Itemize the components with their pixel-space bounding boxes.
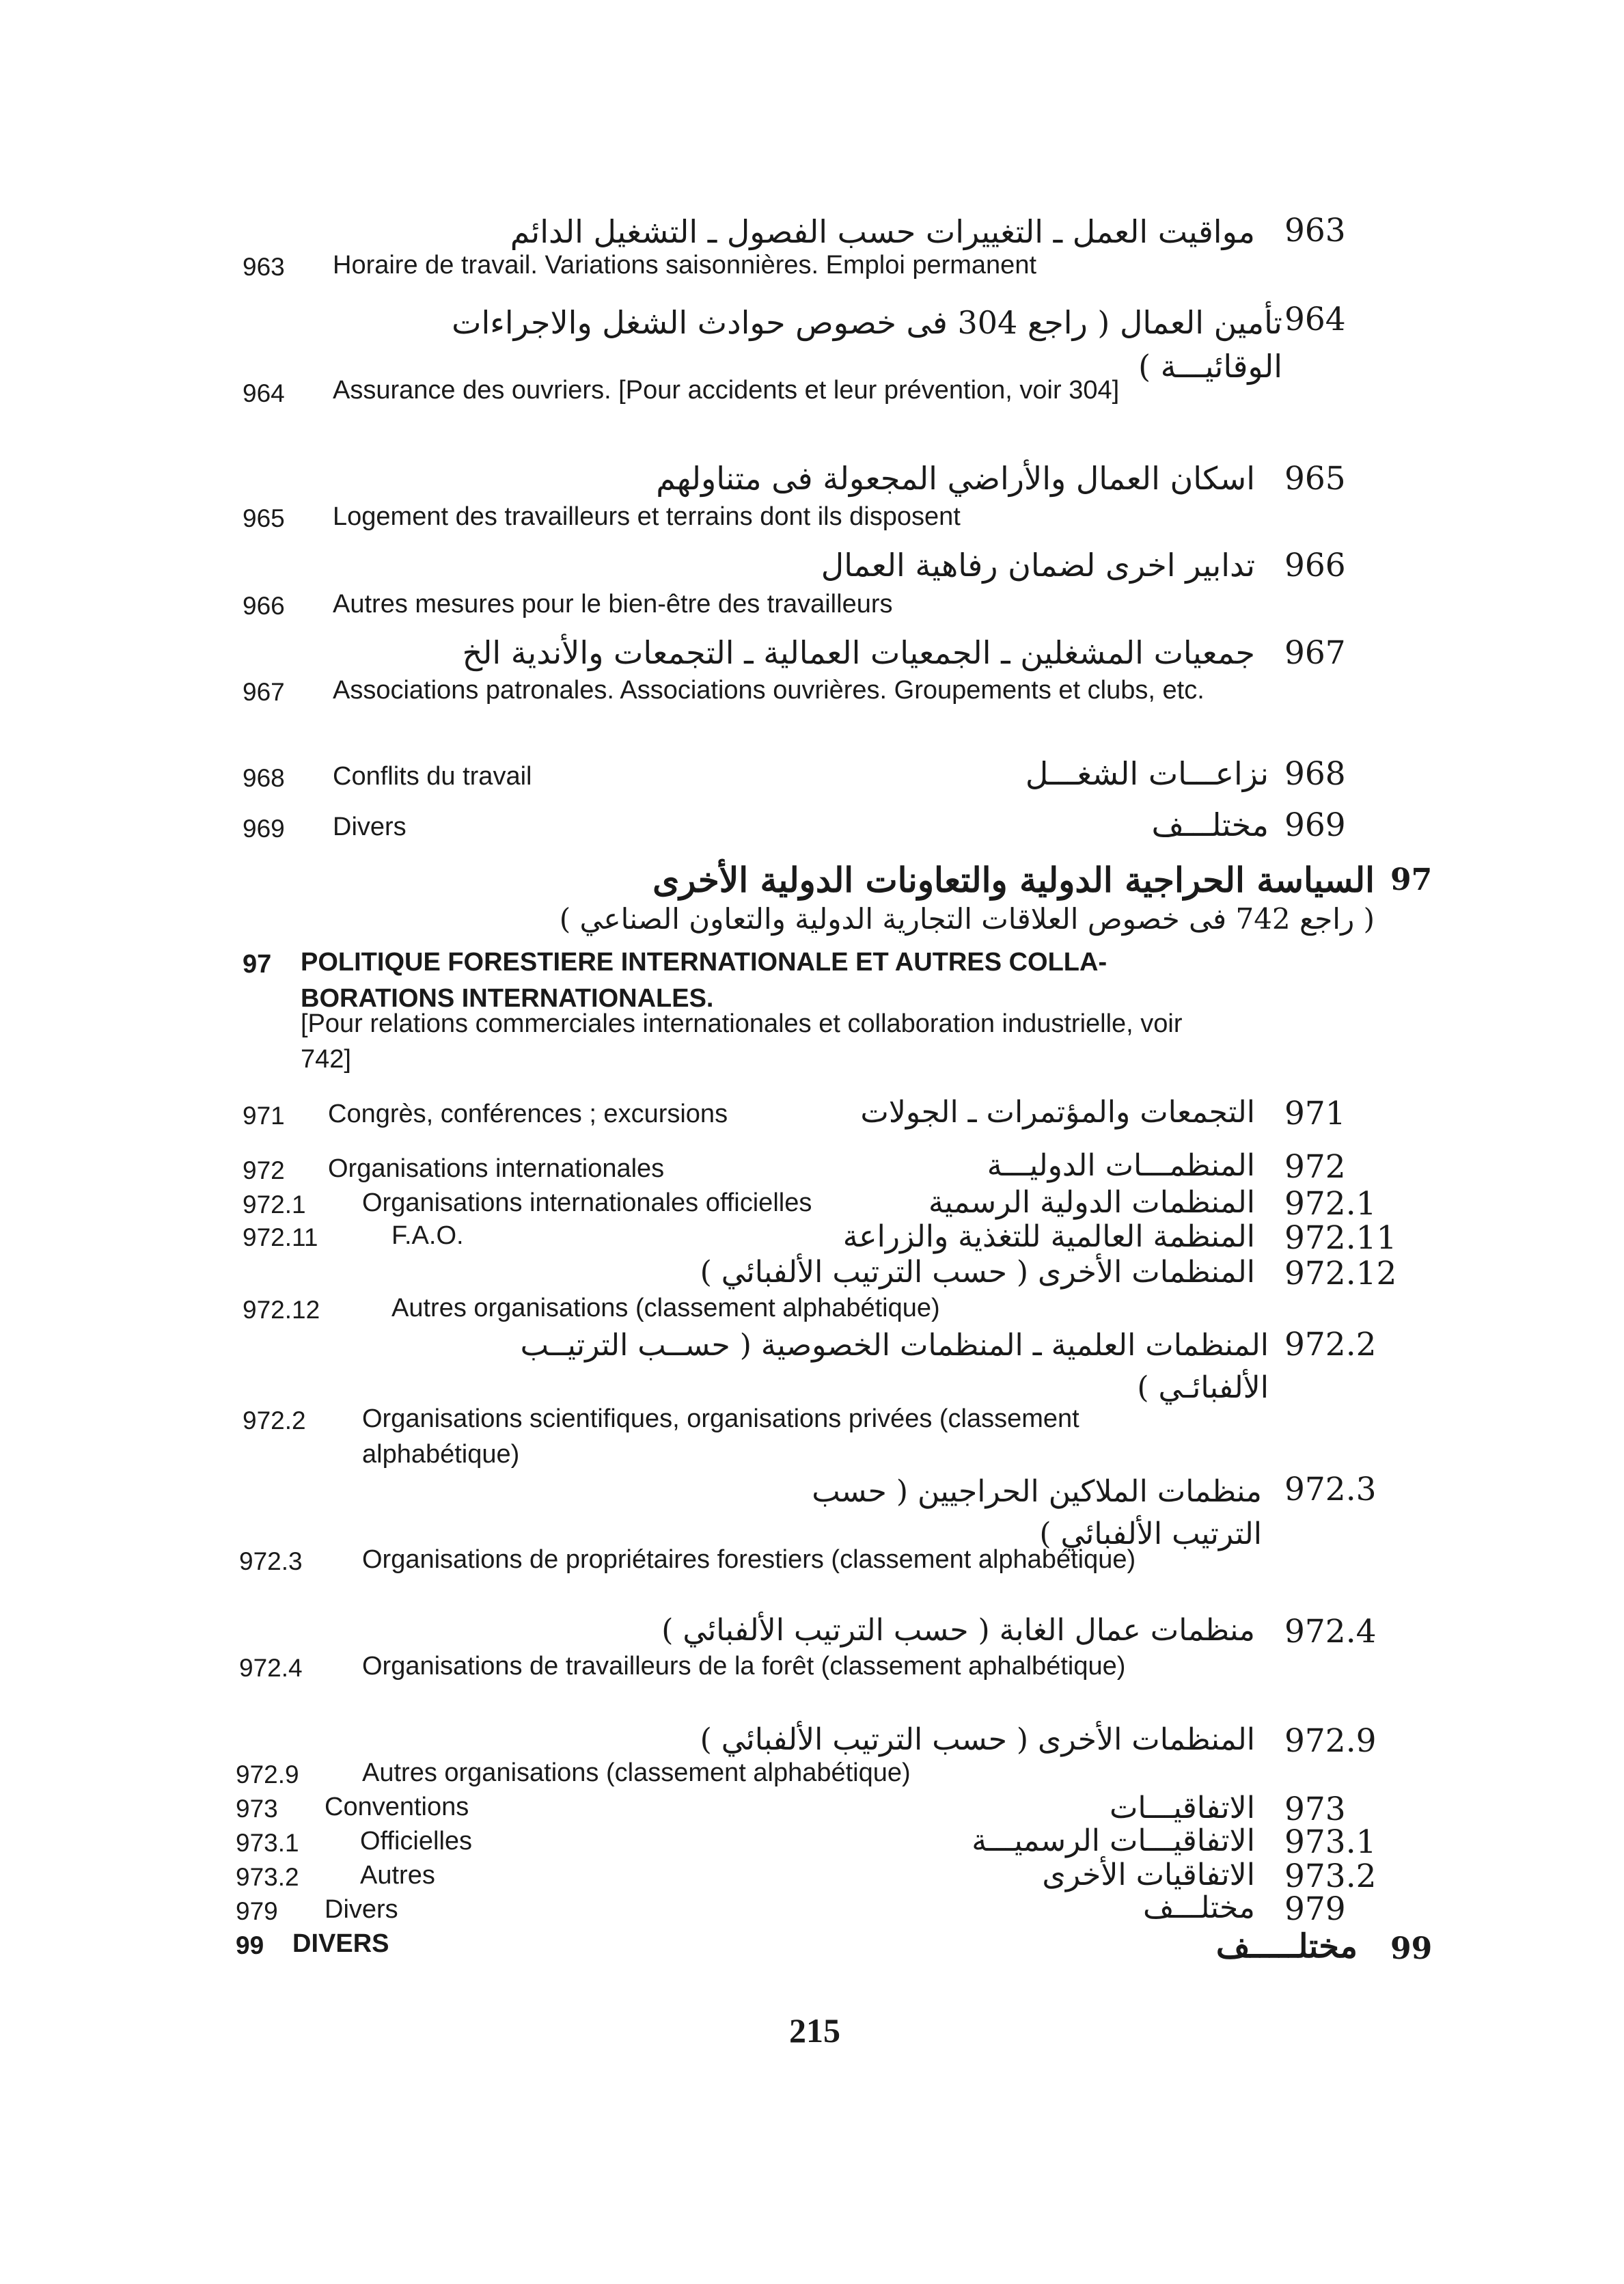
entry-972-12-french: Autres organisations (classement alphabétique) <box>391 1294 940 1322</box>
entry-979-arabic: مختلـــف <box>1142 1890 1255 1925</box>
section-99-french: DIVERS <box>292 1929 389 1958</box>
entry-979-code-fr: 979 <box>236 1897 278 1925</box>
entry-973-code-ar: 973 <box>1284 1791 1346 1828</box>
entry-972-2-arabic: المنظمات العلمية ـ المنظمات الخصوصية ( حســب الترتيــب الألفبائـي ) <box>520 1328 1269 1405</box>
entry-972-4-arabic: منظمات عمال الغابة ( حسب الترتيب الألفبائي ) <box>661 1613 1255 1648</box>
entry-967-arabic: جمعيات المشغلين ـ الجمعيات العمالية ـ التجمعات والأندية الخ <box>462 634 1255 671</box>
entry-979-french: Divers <box>325 1895 398 1924</box>
entry-971-code-fr: 971 <box>243 1102 285 1130</box>
entry-972-12-code-ar: 972.12 <box>1284 1255 1397 1292</box>
section-97-arabic-note: ( راجع 742 فى خصوص العلاقات التجارية الدولية والتعاون الصناعي ) <box>559 902 1375 936</box>
section-97-french-note: [Pour relations commerciales internationales et collaboration industrielle, voir 742] <box>301 1009 1183 1074</box>
entry-972-3-code-ar: 972.3 <box>1284 1471 1377 1508</box>
entry-972-1-french: Organisations internationales officielles <box>362 1188 812 1217</box>
entry-972-12-code-fr: 972.12 <box>243 1296 320 1324</box>
entry-964-arabic: تأمين العمال ( راجع 304 فى خصوص حوادث الشغل والاجراءات الوقائيـــة ) <box>452 304 1282 385</box>
entry-973-2-arabic: الاتفاقيات الأخرى <box>1042 1858 1255 1892</box>
section-97-arabic-title: السياسة الحراجية الدولية والتعاونات الدولية الأخرى <box>652 860 1375 900</box>
entry-968-arabic: نزاعـــات الشغـــل <box>1025 755 1269 792</box>
entry-972-3-code-fr: 972.3 <box>239 1547 303 1575</box>
entry-965-code-fr: 965 <box>243 504 285 532</box>
entry-972-9-code-fr: 972.9 <box>236 1760 299 1789</box>
entry-968-code-ar: 968 <box>1284 755 1346 793</box>
entry-973-1-french: Officielles <box>360 1827 473 1855</box>
entry-972-4-french: Organisations de travailleurs de la forêt (classement aphalbétique) <box>362 1652 1126 1681</box>
entry-979-code-ar: 979 <box>1284 1890 1346 1928</box>
section-99-arabic: مختلـــــف <box>1215 1927 1358 1966</box>
entry-963-french: Horaire de travail. Variations saisonnières. Emploi permanent <box>333 251 1037 280</box>
entry-973-french: Conventions <box>325 1793 469 1821</box>
entry-972-11-french: F.A.O. <box>391 1221 464 1250</box>
entry-972-12-arabic: المنظمات الأخرى ( حسب الترتيب الألفبائي ) <box>700 1255 1255 1290</box>
entry-973-1-code-ar: 973.1 <box>1284 1823 1377 1861</box>
entry-972-1-code-fr: 972.1 <box>243 1191 306 1219</box>
entry-972-11-code-fr: 972.11 <box>243 1223 318 1251</box>
entry-972-3-arabic: منظمات الملاكين الحراجيين ( حسب الترتيب الألفبائي ) <box>812 1474 1262 1551</box>
entry-973-2-code-ar: 973.2 <box>1284 1858 1377 1895</box>
entry-967-french: Associations patronales. Associations ouvrières. Groupements et clubs, etc. <box>333 676 1205 705</box>
entry-972-code-ar: 972 <box>1284 1148 1346 1186</box>
entry-966-french: Autres mesures pour le bien-être des travailleurs <box>333 590 893 618</box>
entry-968-code-fr: 968 <box>243 764 285 792</box>
entry-964-code-ar: 964 <box>1284 301 1346 338</box>
entry-972-1-arabic: المنظمات الدولية الرسمية <box>928 1185 1255 1220</box>
entry-972-9-arabic: المنظمات الأخرى ( حسب الترتيب الألفبائي ) <box>700 1722 1255 1757</box>
entry-972-3-french: Organisations de propriétaires forestiers (classement alphabétique) <box>362 1545 1136 1574</box>
entry-969-code-fr: 969 <box>243 815 285 843</box>
section-97-code-fr: 97 <box>243 950 272 979</box>
entry-972-code-fr: 972 <box>243 1156 285 1184</box>
page-number: 215 <box>789 2011 840 2050</box>
section-97-code-ar: 97 <box>1390 862 1433 897</box>
entry-967-code-ar: 967 <box>1284 634 1346 672</box>
entry-973-2-code-fr: 973.2 <box>236 1863 299 1891</box>
entry-965-french: Logement des travailleurs et terrains dont ils disposent <box>333 502 961 531</box>
entry-972-4-code-ar: 972.4 <box>1284 1613 1377 1650</box>
entry-963-code-fr: 963 <box>243 253 285 281</box>
entry-972-9-code-ar: 972.9 <box>1284 1722 1377 1760</box>
entry-973-2-french: Autres <box>360 1861 435 1890</box>
entry-966-code-fr: 966 <box>243 592 285 620</box>
entry-969-code-ar: 969 <box>1284 806 1346 844</box>
entry-973-1-code-fr: 973.1 <box>236 1829 299 1857</box>
entry-968-french: Conflits du travail <box>333 762 532 791</box>
entry-965-arabic: اسكان العمال والأراضي المجعولة فى متناولهم <box>656 460 1255 497</box>
entry-971-code-ar: 971 <box>1284 1095 1346 1132</box>
section-97-french-title: POLITIQUE FORESTIERE INTERNATIONALE ET AUTRES COLLA-BORATIONS INTERNATIONALES. <box>301 948 1107 1014</box>
entry-963-arabic: مواقيت العمل ـ التغييرات حسب الفصول ـ التشغيل الدائم <box>510 213 1255 250</box>
entry-971-arabic: التجمعات والمؤتمرات ـ الجولات <box>860 1095 1255 1130</box>
entry-966-arabic: تدابير اخرى لضمان رفاهية العمال <box>821 547 1255 584</box>
entry-973-arabic: الاتفاقيـــات <box>1109 1791 1255 1825</box>
entry-972-2-code-ar: 972.2 <box>1284 1326 1377 1363</box>
entry-972-11-arabic: المنظمة العالمية للتغذية والزراعة <box>842 1219 1255 1254</box>
entry-972-4-code-fr: 972.4 <box>239 1654 303 1682</box>
entry-966-code-ar: 966 <box>1284 547 1346 584</box>
entry-963-code-ar: 963 <box>1284 212 1346 249</box>
section-99-code-fr: 99 <box>236 1931 264 1959</box>
entry-972-french: Organisations internationales <box>328 1154 665 1183</box>
entry-972-2-code-fr: 972.2 <box>243 1406 306 1435</box>
entry-972-arabic: المنظمـــات الدوليـــة <box>987 1148 1255 1183</box>
entry-972-9-french: Autres organisations (classement alphabétique) <box>362 1758 911 1787</box>
entry-972-2-french: Organisations scientifiques, organisations privées (classement alphabétique) <box>362 1404 1079 1469</box>
entry-969-arabic: مختلـــف <box>1151 806 1269 843</box>
entry-964-french: Assurance des ouvriers. [Pour accidents et leur prévention, voir 304] <box>333 376 1120 405</box>
entry-973-1-arabic: الاتفاقيـــات الرسميـــة <box>972 1823 1255 1858</box>
entry-965-code-ar: 965 <box>1284 460 1346 498</box>
entry-972-11-code-ar: 972.11 <box>1284 1219 1397 1257</box>
entry-969-french: Divers <box>333 813 407 841</box>
entry-971-french: Congrès, conférences ; excursions <box>328 1100 728 1128</box>
entry-967-code-fr: 967 <box>243 678 285 706</box>
entry-973-code-fr: 973 <box>236 1795 278 1823</box>
entry-972-1-code-ar: 972.1 <box>1284 1185 1377 1223</box>
entry-964-code-fr: 964 <box>243 379 285 407</box>
section-99-code-ar: 99 <box>1390 1931 1433 1966</box>
